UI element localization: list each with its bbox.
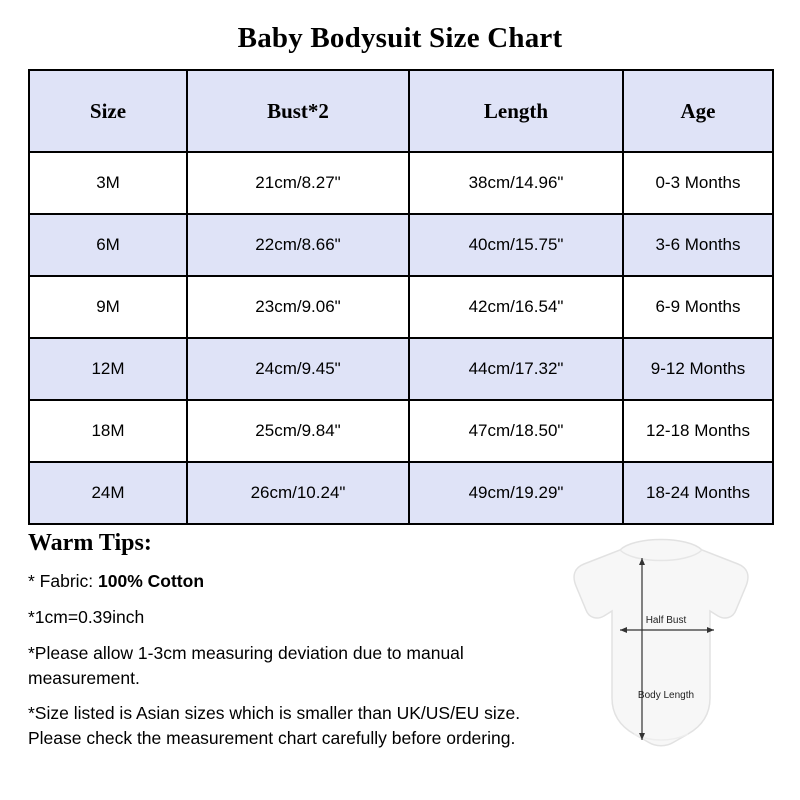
page-title: Baby Bodysuit Size Chart bbox=[237, 22, 563, 54]
cell-age: 18-24 Months bbox=[623, 462, 773, 524]
cell-length: 42cm/16.54" bbox=[409, 276, 623, 338]
cell-size: 6M bbox=[29, 214, 187, 276]
table-row bbox=[29, 400, 773, 462]
table-header-row bbox=[29, 70, 773, 152]
cell-age: 6-9 Months bbox=[623, 276, 773, 338]
bodysuit-diagram bbox=[542, 528, 780, 780]
table-body bbox=[29, 152, 773, 524]
table-row bbox=[29, 276, 773, 338]
cell-bust: 25cm/9.84" bbox=[187, 400, 409, 462]
cell-bust: 24cm/9.45" bbox=[187, 338, 409, 400]
cell-length: 38cm/14.96" bbox=[409, 152, 623, 214]
garment-shape bbox=[574, 540, 748, 746]
cell-length: 44cm/17.32" bbox=[409, 338, 623, 400]
size-chart-table bbox=[28, 69, 774, 525]
cell-bust: 26cm/10.24" bbox=[187, 462, 409, 524]
cell-size: 18M bbox=[29, 400, 187, 462]
column-header-bust: Bust*2 bbox=[187, 70, 409, 152]
cell-length: 47cm/18.50" bbox=[409, 400, 623, 462]
cell-bust: 22cm/8.66" bbox=[187, 214, 409, 276]
table-row bbox=[29, 214, 773, 276]
warm-tips-heading: Warm Tips: bbox=[28, 530, 152, 556]
cell-age: 3-6 Months bbox=[623, 214, 773, 276]
tip-fabric-value: 100% Cotton bbox=[98, 571, 205, 591]
column-header-age: Age bbox=[623, 70, 773, 152]
table-row bbox=[29, 152, 773, 214]
warm-tips-section bbox=[28, 530, 548, 762]
cell-size: 9M bbox=[29, 276, 187, 338]
table-row bbox=[29, 462, 773, 524]
cell-age: 9-12 Months bbox=[623, 338, 773, 400]
tip-fabric bbox=[28, 569, 548, 594]
half-bust-label: Half Bust bbox=[645, 615, 687, 626]
table-row bbox=[29, 338, 773, 400]
column-header-size: Size bbox=[29, 70, 187, 152]
cell-length: 49cm/19.29" bbox=[409, 462, 623, 524]
tip-sizing-note: *Size listed is Asian sizes which is smaller than UK/US/EU size. Please check the measurement chart carefully before ordering. bbox=[28, 703, 521, 749]
cell-size: 24M bbox=[29, 462, 187, 524]
table-header bbox=[29, 70, 773, 152]
cell-size: 12M bbox=[29, 338, 187, 400]
bodysuit-illustration bbox=[542, 528, 780, 780]
tip-deviation: *Please allow 1-3cm measuring deviation due to manual measurement. bbox=[28, 642, 464, 688]
cell-length: 40cm/15.75" bbox=[409, 214, 623, 276]
body-length-label: Body Length bbox=[637, 690, 695, 701]
cell-bust: 21cm/8.27" bbox=[187, 152, 409, 214]
column-header-length: Length bbox=[409, 70, 623, 152]
cell-age: 0-3 Months bbox=[623, 152, 773, 214]
tip-fabric-prefix: * Fabric: bbox=[28, 571, 99, 591]
tip-conversion: *1cm=0.39inch bbox=[28, 606, 145, 627]
cell-age: 12-18 Months bbox=[623, 400, 773, 462]
cell-size: 3M bbox=[29, 152, 187, 214]
cell-bust: 23cm/9.06" bbox=[187, 276, 409, 338]
